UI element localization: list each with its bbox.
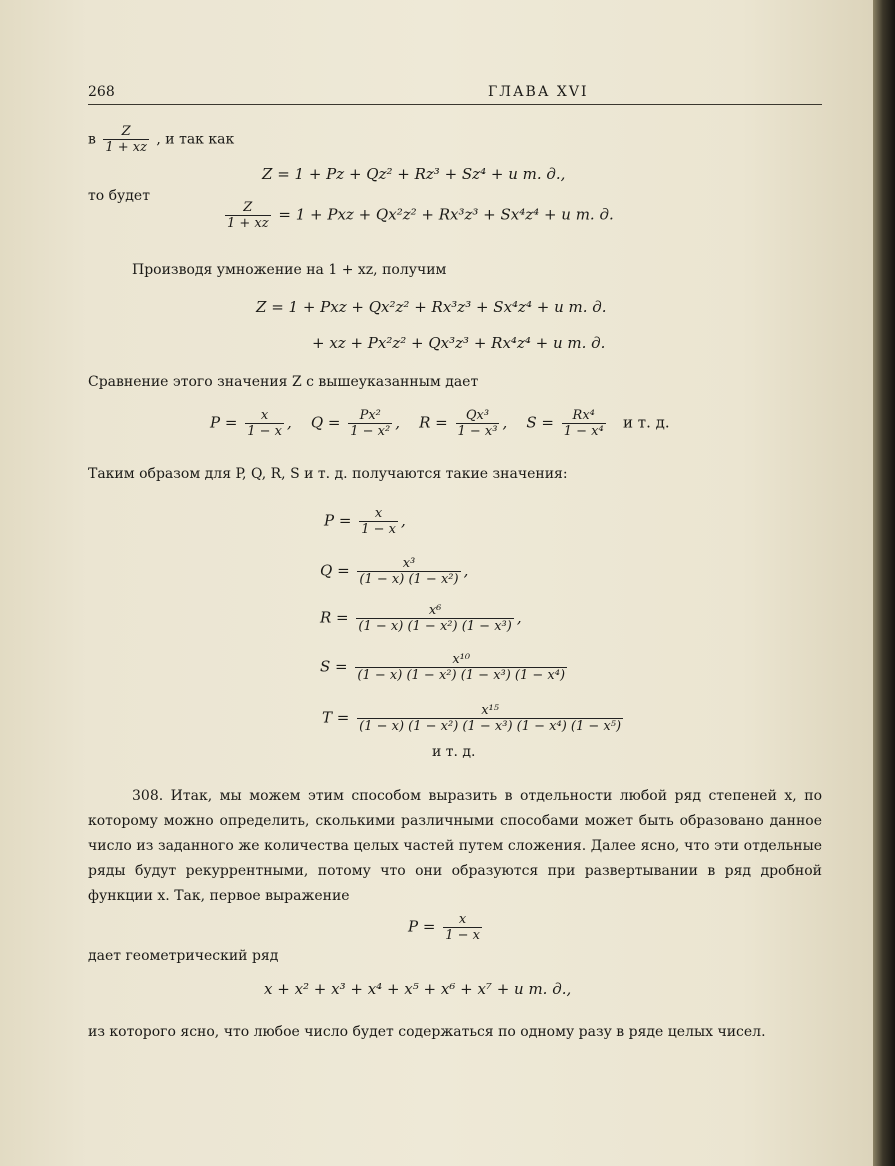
solution-s — [320, 652, 570, 683]
rel-r-num: Qx³ — [465, 408, 490, 423]
solution-t — [322, 703, 626, 734]
rel-r-lhs: R = — [419, 413, 448, 432]
sol-t-num: x¹⁵ — [481, 703, 499, 718]
final-text: из которого ясно, что любое число будет содержаться по одному разу в ряде целых чисел. — [88, 1024, 766, 1040]
solution-q: Q = $\frac{\text{x³}}{\text{(1 − x) (1 − x²)}}$ , — [320, 556, 469, 587]
text-line-3: Производя умножение на 1 + xz, получим — [132, 262, 447, 278]
first-expr-lhs: P = — [408, 917, 436, 936]
rel-p-frac — [245, 408, 284, 439]
rel-p-num: x — [260, 408, 269, 423]
geometric-series: x + x² + x³ + x⁴ + x⁵ + x⁶ + x⁷ + и т. д., — [264, 980, 572, 998]
sol-q-frac — [357, 556, 460, 587]
equation-3b: + xz + Px²z² + Qx³z³ + Rx⁴z⁴ + и т. д. — [312, 334, 606, 352]
rel-q-lhs: Q = — [310, 413, 341, 432]
rel-r-frac — [456, 408, 500, 439]
rel-s-frac — [562, 408, 606, 439]
rel-etc: и т. д. — [623, 413, 670, 432]
rel-q-num: Px² — [359, 408, 381, 423]
paragraph-308-text: 308. Итак, мы можем этим способом выразить в отдельности любой ряд степеней x, по которому можно определить, сколькими различными способами может быть образовано данное число из заданного же количества целых частей путем сложения. Далее ясно, что эти отдельные ряды будут рекуррентными, потому что они образуются при развертывании в ряд дробной функции x. Так, первое выражение — [88, 788, 822, 904]
rel-q-den: 1 − x² — [350, 424, 391, 439]
sol-r-num: x⁶ — [428, 603, 442, 618]
eq2-fraction — [225, 200, 271, 231]
sol-s-den: (1 − x) (1 − x²) (1 − x³) (1 − x⁴) — [357, 668, 566, 683]
sol-r-frac — [356, 603, 513, 634]
intro-line — [88, 124, 234, 155]
sol-t-frac — [357, 703, 623, 734]
sol-t-den: (1 − x) (1 − x²) (1 − x³) (1 − x⁴) (1 − x⁵) — [359, 719, 622, 734]
eq2-num: Z — [243, 200, 253, 215]
intro-frac-num: Z — [121, 124, 131, 139]
sol-p-num: x — [374, 506, 383, 521]
solution-p: P = $\frac{x}{1 - x}$ , — [324, 506, 406, 537]
rel-s-lhs: S = — [526, 413, 554, 432]
sol-r-den: (1 − x) (1 − x²) (1 − x³) — [358, 619, 512, 634]
sol-q-num: x³ — [402, 556, 416, 571]
sol-q-den: (1 − x) (1 − x²) — [359, 572, 459, 587]
book-spine-edge — [873, 0, 895, 1166]
sol-r-lhs: R = — [320, 608, 349, 627]
text-line-6: дает геометрический ряд — [88, 948, 279, 964]
sol-p-den: 1 − x — [361, 522, 396, 537]
text-line-2: то будет — [88, 188, 150, 204]
intro-prefix: в — [88, 131, 96, 148]
sol-s-num: x¹⁰ — [452, 652, 471, 667]
rel-p-lhs: P = — [210, 413, 238, 432]
chapter-title: ГЛАВА XVI — [488, 84, 589, 100]
paragraph-308 — [88, 784, 822, 909]
sol-s-frac — [355, 652, 567, 683]
eq2-rhs: = 1 + Pxz + Qx²z² + Rx³z³ + Sx⁴z⁴ + и т. д. — [278, 205, 614, 224]
intro-frac-den: 1 + xz — [105, 140, 147, 155]
text-line-4: Сравнение этого значения Z с вышеуказанным дает — [88, 374, 479, 390]
rel-p-den: 1 − x — [247, 424, 282, 439]
sol-p-frac — [359, 506, 398, 537]
solutions-etc: и т. д. — [432, 744, 476, 760]
final-paragraph — [88, 1020, 822, 1045]
page-number: 268 — [88, 84, 115, 100]
rel-q-frac — [348, 408, 392, 439]
equation-1: Z = 1 + Pz + Qz² + Rz³ + Sz⁴ + и т. д., — [262, 165, 566, 183]
rel-s-den: 1 − x⁴ — [563, 424, 604, 439]
rel-s-num: Rx⁴ — [572, 408, 595, 423]
sol-p-lhs: P = — [324, 511, 352, 530]
sol-s-lhs: S = — [320, 657, 348, 676]
first-expr-frac — [443, 912, 482, 943]
equation-3a: Z = 1 + Pxz + Qx²z² + Rx³z³ + Sx⁴z⁴ + и т. д. — [256, 298, 607, 316]
header-rule — [88, 104, 822, 105]
equation-first-expression — [408, 912, 485, 943]
sol-q-lhs: Q = — [320, 561, 350, 580]
first-expr-num: x — [458, 912, 467, 927]
solution-r: R = $\frac{\text{x⁶}}{\text{(1 − x) (1 − x²) (1 − x³)}}$ , — [320, 603, 522, 634]
intro-fraction — [103, 124, 149, 155]
rel-r-den: 1 − x³ — [457, 424, 498, 439]
equation-2 — [222, 200, 614, 231]
text-line-5: Таким образом для P, Q, R, S и т. д. получаются такие значения: — [88, 466, 568, 482]
eq2-den: 1 + xz — [227, 216, 269, 231]
intro-suffix: , и так как — [156, 131, 235, 148]
sol-t-lhs: T = — [322, 708, 350, 727]
first-expr-den: 1 − x — [445, 928, 480, 943]
coefficient-relations: P = $\frac{x}{1 - x}$ , Q = $\frac{\text{Px²}}{\text{1 − x²}}$ , R = $\frac{\text{Qx³}}{\text{1 − x³}}$ , S = $\frac{\text{Rx⁴}}{\text{1 − x⁴}}$ и т. д. — [210, 408, 670, 439]
